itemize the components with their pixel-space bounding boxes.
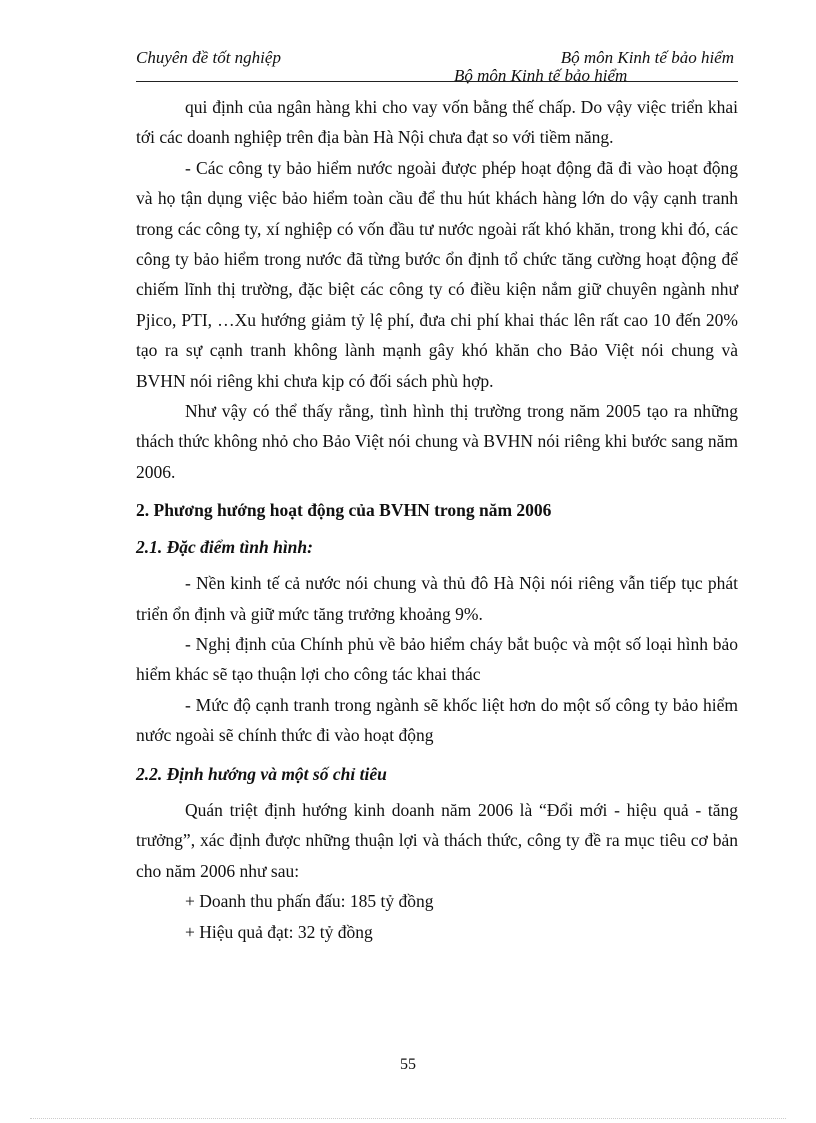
header-overlap-title: Bộ môn Kinh tế bảo hiểm xyxy=(454,66,628,85)
section-2-2-heading: 2.2. Định hướng và một số chỉ tiêu xyxy=(136,763,387,784)
situation-item-1: - Nền kinh tế cả nước nói chung và thủ đô Hà Nội nói riêng vẫn tiếp tục phát triển ổn định và giữ mức tăng trưởng khoảng 9%. xyxy=(136,573,738,624)
situation-item-3: - Mức độ cạnh tranh trong ngành sẽ khốc liệt hơn do một số công ty bảo hiểm nước ngoài sẽ chính thức đi vào hoạt động xyxy=(136,694,738,746)
situation-item-2: - Nghị định của Chính phủ về bảo hiểm cháy bắt buộc và một số loại hình bảo hiểm khác sẽ tạo thuận lợi cho công tác khai thác xyxy=(136,633,738,685)
orientation-intro: Quán triệt định hướng kinh doanh năm 2006 là “Đổi mới - hiệu quả - tăng trưởng”, xác định được những thuận lợi và thách thức, công ty đề ra mục tiêu cơ bản cho năm 2006 như sau: xyxy=(136,799,738,881)
page-header xyxy=(136,48,738,86)
footer-rule xyxy=(30,1118,786,1119)
page-number: 55 xyxy=(400,1056,416,1073)
page-body xyxy=(136,92,738,947)
paragraph-1: qui định của ngân hàng khi cho vay vốn bằng thế chấp. Do vậy việc triển khai tới các doanh nghiệp trên địa bàn Hà Nội chưa đạt so với tiềm năng. xyxy=(136,97,738,148)
header-rule xyxy=(136,81,738,82)
header-left-title: Chuyên đề tốt nghiệp xyxy=(136,48,281,67)
header-right-title: Bộ môn Kinh tế bảo hiểm xyxy=(560,48,734,67)
paragraph-2: - Các công ty bảo hiểm nước ngoài được phép hoạt động đã đi vào hoạt động và họ tận dụng việc bảo hiểm toàn cầu để thu hút khách hàng lớn do vậy cạnh tranh trong các công ty, xí nghiệp có vốn đầu tư nước ngoài rất khó khăn, trong khi đó, các công ty bảo hiểm trong nước đã từng bước ổn định tổ chức tăng cường hoạt động để chiếm lĩnh thị trường, đặc biệt các công ty có điều kiện nắm giữ chuyên ngành như Pjico, PTI, …Xu hướng giảm tỷ lệ phí, đưa chi phí khai thác lên rất cao 10 đến 20% tạo ra sự cạnh tranh không lành mạnh gây khó khăn cho Bảo Việt nói chung và BVHN nói riêng khi chưa kịp có đối sách phù hợp. xyxy=(136,157,738,391)
paragraph-3: Như vậy có thể thấy rằng, tình hình thị trường trong năm 2005 tạo ra những thách thức không nhỏ cho Bảo Việt nói chung và BVHN nói riêng khi bước sang năm 2006. xyxy=(136,401,738,482)
target-efficiency: + Hiệu quả đạt: 32 tỷ đồng xyxy=(185,921,373,942)
target-revenue: + Doanh thu phấn đấu: 185 tỷ đồng xyxy=(185,891,434,912)
section-2-1-heading: 2.1. Đặc điểm tình hình: xyxy=(136,536,313,557)
section-2-heading: 2. Phương hướng hoạt động của BVHN trong năm 2006 xyxy=(136,500,552,521)
